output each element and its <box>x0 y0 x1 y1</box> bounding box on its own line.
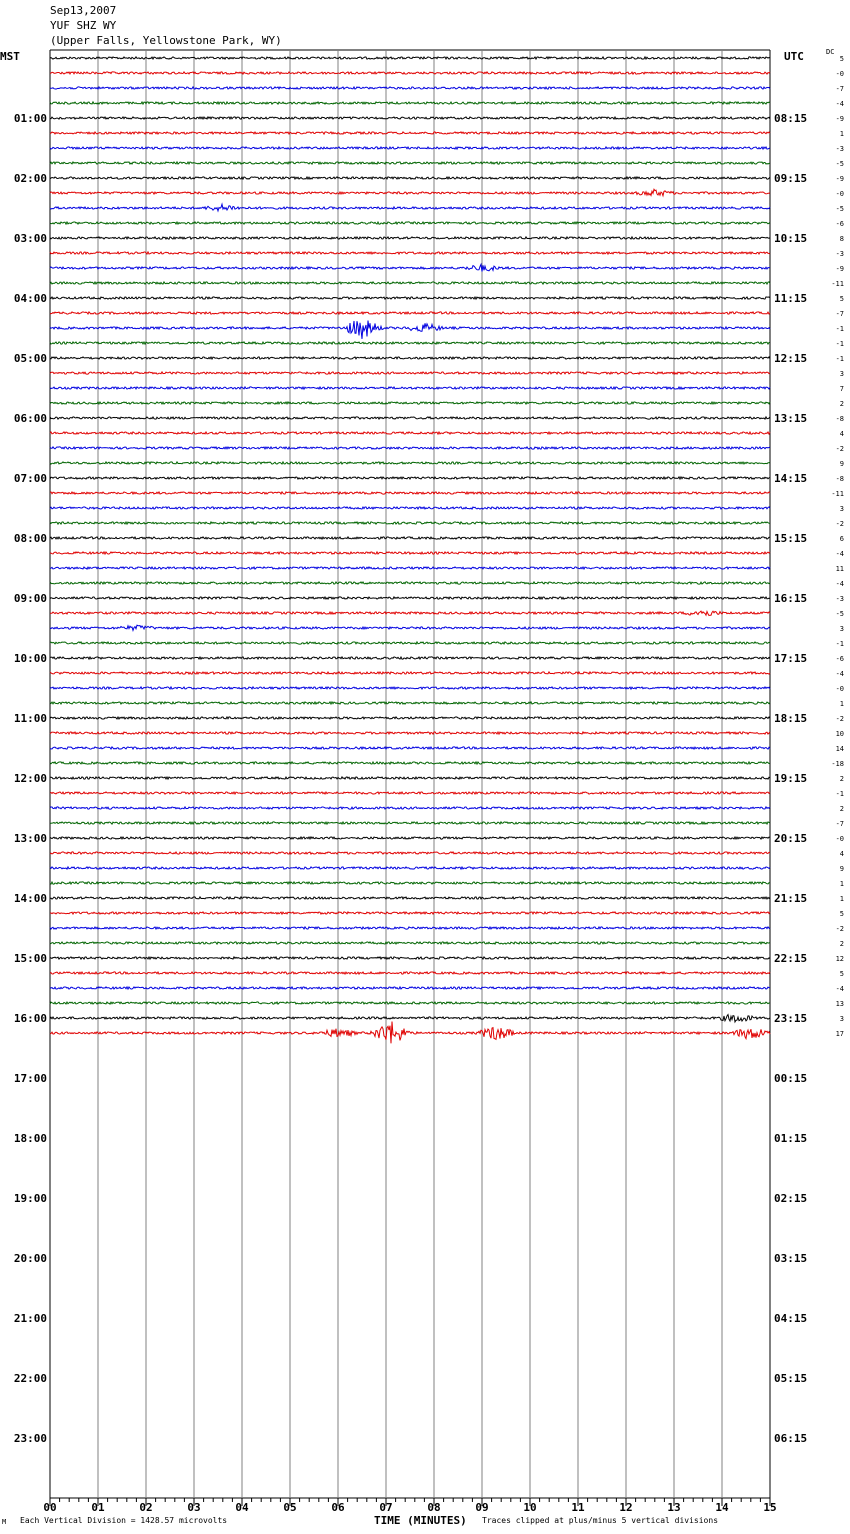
dc-offset-label: 3 <box>839 505 844 513</box>
hour-label-utc: 23:15 <box>774 1012 808 1025</box>
dc-offset-label: -2 <box>835 715 844 723</box>
seismic-trace <box>50 72 770 74</box>
x-tick-label: 06 <box>331 1501 345 1514</box>
dc-offset-label: -1 <box>835 325 844 333</box>
dc-offset-label: -9 <box>835 175 844 183</box>
seismic-trace <box>50 747 770 749</box>
hour-label-mst: 07:00 <box>13 472 47 485</box>
seismic-trace <box>50 642 770 644</box>
dc-offset-label: -3 <box>835 145 844 153</box>
dc-offset-label: -0 <box>835 190 844 198</box>
dc-offset-label: 5 <box>839 910 844 918</box>
seismic-trace <box>50 462 770 464</box>
dc-offset-label: -6 <box>835 220 844 228</box>
dc-offset-label: 1 <box>839 895 844 903</box>
dc-offset-label: -8 <box>835 475 844 483</box>
hour-label-mst: 15:00 <box>13 952 47 965</box>
hour-label-mst: 23:00 <box>13 1432 47 1445</box>
hour-label-mst: 08:00 <box>13 532 47 545</box>
hour-label-mst: 02:00 <box>13 172 47 185</box>
dc-offset-label: -1 <box>835 340 844 348</box>
dc-offset-label: -4 <box>835 580 844 588</box>
hour-label-mst: 09:00 <box>13 592 47 605</box>
dc-offset-label: -8 <box>835 415 844 423</box>
dc-offset-label: -2 <box>835 925 844 933</box>
seismic-trace <box>50 357 770 359</box>
x-tick-label: 08 <box>427 1501 441 1514</box>
seismic-trace <box>50 1015 770 1022</box>
dc-offset-label: 2 <box>839 940 844 948</box>
dc-label: DC <box>826 48 835 56</box>
dc-offset-label: 2 <box>839 400 844 408</box>
hour-label-utc: 12:15 <box>774 352 808 365</box>
dc-offset-label: 9 <box>839 460 844 468</box>
dc-offset-label: -2 <box>835 445 844 453</box>
dc-offset-label: 4 <box>839 430 844 438</box>
plot-date: Sep13,2007 <box>50 4 117 17</box>
dc-offset-label: 14 <box>835 745 844 753</box>
hour-label-mst: 06:00 <box>13 412 47 425</box>
dc-offset-label: 3 <box>839 1015 844 1023</box>
dc-offset-label: 12 <box>835 955 844 963</box>
x-tick-label: 14 <box>715 1501 729 1514</box>
seismic-trace <box>50 222 770 224</box>
dc-offset-label: -11 <box>831 490 844 498</box>
seismic-trace <box>50 402 770 404</box>
seismic-trace <box>50 987 770 989</box>
hour-label-utc: 20:15 <box>774 832 808 845</box>
seismic-trace <box>50 237 770 239</box>
dc-offset-label: 5 <box>839 970 844 978</box>
dc-offset-label: 2 <box>839 775 844 783</box>
hour-label-mst: 11:00 <box>13 712 47 725</box>
x-tick-label: 09 <box>475 1501 489 1514</box>
seismic-trace <box>50 147 770 149</box>
scale-note: Each Vertical Division = 1428.57 microvolts <box>20 1516 228 1525</box>
x-tick-label: 10 <box>523 1501 537 1514</box>
dc-offset-label: 1 <box>839 130 844 138</box>
dc-offset-label: -1 <box>835 355 844 363</box>
seismic-trace <box>50 417 770 419</box>
hour-label-utc: 14:15 <box>774 472 808 485</box>
x-tick-label: 05 <box>283 1501 297 1514</box>
hour-label-utc: 03:15 <box>774 1252 808 1265</box>
hour-label-mst: 20:00 <box>13 1252 47 1265</box>
hour-label-utc: 01:15 <box>774 1132 808 1145</box>
seismic-trace <box>50 582 770 584</box>
dc-offset-label: 3 <box>839 370 844 378</box>
hour-label-utc: 08:15 <box>774 112 808 125</box>
hour-label-mst: 19:00 <box>13 1192 47 1205</box>
seismic-trace <box>50 807 770 809</box>
seismic-trace <box>50 1002 770 1004</box>
hour-label-mst: 01:00 <box>13 112 47 125</box>
dc-offset-label: -4 <box>835 985 844 993</box>
seismic-trace <box>50 507 770 509</box>
seismic-trace <box>50 882 770 884</box>
utc-label: UTC <box>784 50 804 63</box>
hour-label-utc: 02:15 <box>774 1192 808 1205</box>
seismic-trace <box>50 1022 770 1044</box>
dc-offset-label: -0 <box>835 835 844 843</box>
dc-offset-label: 7 <box>839 385 844 393</box>
dc-offset-label: -0 <box>835 70 844 78</box>
x-tick-label: 04 <box>235 1501 249 1514</box>
hour-label-mst: 04:00 <box>13 292 47 305</box>
seismic-trace <box>50 822 770 824</box>
x-tick-label: 00 <box>43 1501 57 1514</box>
seismic-trace <box>50 687 770 689</box>
hour-label-mst: 22:00 <box>13 1372 47 1385</box>
hour-label-mst: 03:00 <box>13 232 47 245</box>
seismic-trace <box>50 387 770 389</box>
seismic-trace <box>50 447 770 449</box>
seismic-trace <box>50 132 770 134</box>
dc-offset-label: -18 <box>831 760 844 768</box>
seismic-trace <box>50 321 770 339</box>
seismic-trace <box>50 837 770 839</box>
seismic-trace <box>50 625 770 630</box>
dc-offset-label: 13 <box>835 1000 844 1008</box>
footer-mark: M <box>2 1518 7 1526</box>
seismic-trace <box>50 264 770 271</box>
hour-label-utc: 11:15 <box>774 292 808 305</box>
dc-offset-label: 1 <box>839 880 844 888</box>
dc-offset-label: -9 <box>835 265 844 273</box>
dc-offset-label: -4 <box>835 550 844 558</box>
seismic-trace <box>50 867 770 869</box>
dc-offset-label: -7 <box>835 85 844 93</box>
seismic-trace <box>50 477 770 479</box>
seismic-trace <box>50 204 770 211</box>
seismic-trace <box>50 972 770 974</box>
hour-label-utc: 00:15 <box>774 1072 808 1085</box>
hour-label-mst: 05:00 <box>13 352 47 365</box>
hour-label-mst: 16:00 <box>13 1012 47 1025</box>
seismic-trace <box>50 957 770 959</box>
hour-label-mst: 12:00 <box>13 772 47 785</box>
dc-offset-label: 10 <box>835 730 844 738</box>
seismic-trace <box>50 611 770 615</box>
dc-offset-label: 17 <box>835 1030 844 1038</box>
dc-offset-label: 3 <box>839 625 844 633</box>
seismic-trace <box>50 57 770 59</box>
hour-label-mst: 13:00 <box>13 832 47 845</box>
hour-label-utc: 06:15 <box>774 1432 808 1445</box>
hour-label-utc: 16:15 <box>774 592 808 605</box>
hour-label-utc: 05:15 <box>774 1372 808 1385</box>
seismic-trace <box>50 252 770 254</box>
seismic-trace <box>50 189 770 195</box>
dc-offset-label: -4 <box>835 670 844 678</box>
seismic-trace <box>50 552 770 554</box>
dc-offset-label: -9 <box>835 115 844 123</box>
dc-offset-label: -11 <box>831 280 844 288</box>
dc-offset-label: 9 <box>839 865 844 873</box>
seismic-trace <box>50 282 770 284</box>
seismic-trace <box>50 672 770 674</box>
dc-offset-label: -5 <box>835 160 844 168</box>
seismic-trace <box>50 567 770 569</box>
dc-offset-label: -0 <box>835 685 844 693</box>
seismic-trace <box>50 702 770 704</box>
dc-offset-label: 6 <box>839 535 844 543</box>
hour-label-mst: 21:00 <box>13 1312 47 1325</box>
dc-offset-label: 4 <box>839 850 844 858</box>
hour-label-mst: 14:00 <box>13 892 47 905</box>
seismic-trace <box>50 177 770 179</box>
dc-offset-label: 5 <box>839 295 844 303</box>
seismic-trace <box>50 537 770 539</box>
x-tick-label: 02 <box>139 1501 153 1514</box>
hour-label-utc: 10:15 <box>774 232 808 245</box>
dc-offset-label: -3 <box>835 250 844 258</box>
hour-label-utc: 15:15 <box>774 532 808 545</box>
dc-offset-label: -1 <box>835 640 844 648</box>
dc-offset-label: -5 <box>835 610 844 618</box>
seismic-trace <box>50 117 770 119</box>
hour-label-utc: 04:15 <box>774 1312 808 1325</box>
dc-offset-label: -7 <box>835 310 844 318</box>
seismic-trace <box>50 162 770 164</box>
seismic-trace <box>50 942 770 944</box>
seismic-trace <box>50 852 770 854</box>
dc-offset-label: 2 <box>839 805 844 813</box>
dc-offset-label: 1 <box>839 700 844 708</box>
dc-offset-label: 5 <box>839 55 844 63</box>
hour-label-utc: 17:15 <box>774 652 808 665</box>
hour-label-utc: 09:15 <box>774 172 808 185</box>
seismic-trace <box>50 102 770 104</box>
hour-label-utc: 22:15 <box>774 952 808 965</box>
x-tick-label: 03 <box>187 1501 201 1514</box>
seismic-trace <box>50 492 770 494</box>
hour-label-utc: 13:15 <box>774 412 808 425</box>
seismic-trace <box>50 657 770 659</box>
hour-label-mst: 10:00 <box>13 652 47 665</box>
dc-offset-label: -6 <box>835 655 844 663</box>
seismic-trace <box>50 297 770 299</box>
x-tick-label: 07 <box>379 1501 393 1514</box>
dc-offset-label: -1 <box>835 790 844 798</box>
seismic-trace <box>50 792 770 794</box>
clip-note: Traces clipped at plus/minus 5 vertical divisions <box>482 1516 719 1525</box>
dc-offset-label: -7 <box>835 820 844 828</box>
x-tick-label: 13 <box>667 1501 681 1514</box>
mst-label: MST <box>0 50 20 63</box>
dc-offset-label: -4 <box>835 100 844 108</box>
hour-label-utc: 19:15 <box>774 772 808 785</box>
seismic-trace <box>50 372 770 374</box>
seismic-trace <box>50 732 770 734</box>
hour-label-mst: 17:00 <box>13 1072 47 1085</box>
hour-label-utc: 18:15 <box>774 712 808 725</box>
dc-offset-label: -2 <box>835 520 844 528</box>
seismic-trace <box>50 597 770 599</box>
hour-label-mst: 18:00 <box>13 1132 47 1145</box>
hour-label-utc: 21:15 <box>774 892 808 905</box>
station-location: (Upper Falls, Yellowstone Park, WY) <box>50 34 282 47</box>
seismic-trace <box>50 927 770 929</box>
seismic-trace <box>50 432 770 434</box>
dc-offset-label: -3 <box>835 595 844 603</box>
x-tick-label: 11 <box>571 1501 585 1514</box>
seismic-trace <box>50 777 770 779</box>
seismic-trace <box>50 522 770 524</box>
x-axis-label: TIME (MINUTES) <box>374 1514 467 1527</box>
seismic-trace <box>50 912 770 914</box>
x-tick-label: 15 <box>763 1501 777 1514</box>
seismic-trace <box>50 87 770 89</box>
x-tick-label: 01 <box>91 1501 105 1514</box>
dc-offset-label: 8 <box>839 235 844 243</box>
dc-offset-label: 11 <box>835 565 844 573</box>
seismic-trace <box>50 762 770 764</box>
dc-offset-label: -5 <box>835 205 844 213</box>
seismic-trace <box>50 342 770 344</box>
seismic-trace <box>50 897 770 899</box>
seismic-trace <box>50 717 770 719</box>
station-code: YUF SHZ WY <box>50 19 117 32</box>
x-tick-label: 12 <box>619 1501 633 1514</box>
seismic-trace <box>50 312 770 314</box>
